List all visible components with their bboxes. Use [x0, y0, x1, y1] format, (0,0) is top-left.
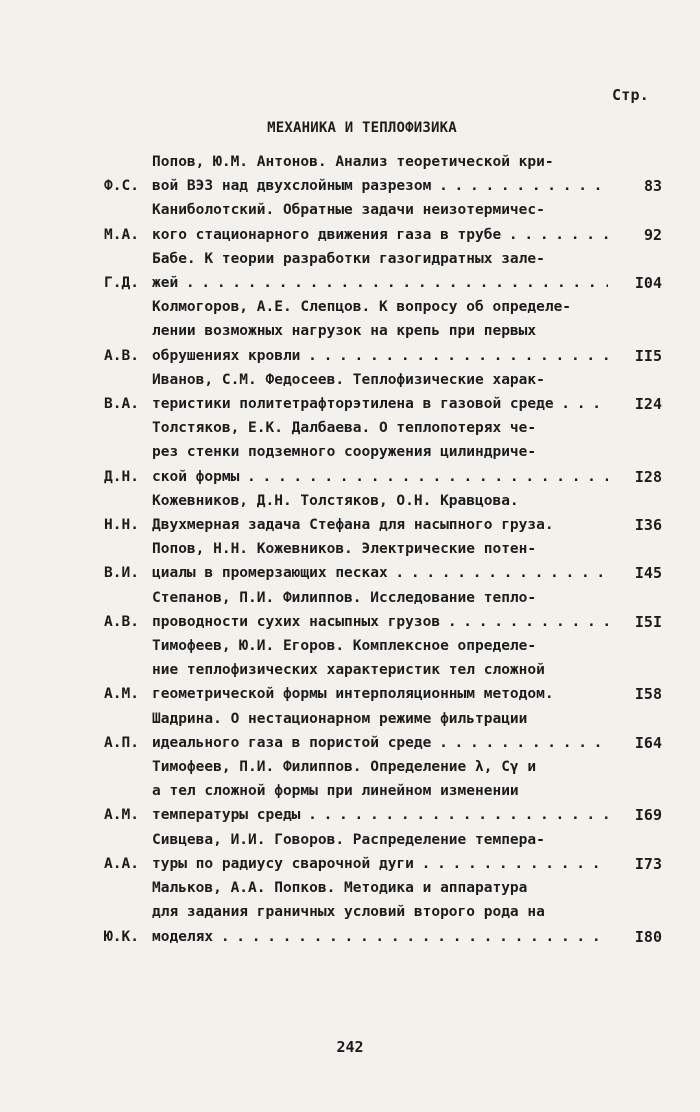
toc-entry-author-initials: А.М. — [104, 807, 139, 824]
toc-entry-text — [152, 876, 608, 949]
toc-entry-page: I04 — [634, 274, 662, 293]
toc-entry — [104, 634, 664, 707]
toc-entry-line: Мальков, А.А. Попков. Методика и аппаратура — [152, 880, 528, 897]
toc-entry-page: I36 — [634, 516, 662, 535]
toc-entry-page: I28 — [634, 467, 662, 486]
toc-entry — [104, 755, 664, 828]
toc-entry-author-initials: Д.Н. — [104, 468, 139, 485]
toc-entry-line: Тимофеев, П.И. Филиппов. Определение λ, Cγ и — [152, 759, 537, 776]
table-of-contents — [104, 150, 664, 949]
toc-entry-author-initials: А.В. — [104, 613, 139, 630]
toc-entry-line: туры по радиусу сварочной дуги . . . — [152, 852, 608, 876]
toc-entry-text — [152, 150, 608, 198]
toc-entry-line: Сивцева, И.И. Говоров. Распределение темпера- — [152, 831, 545, 848]
toc-entry-line: проводности сухих насыпных грузов . . . — [152, 610, 608, 634]
toc-entry — [104, 537, 664, 585]
toc-entry — [104, 295, 664, 368]
section-title: МЕХАНИКА И ТЕПЛОФИЗИКА — [267, 120, 457, 136]
toc-entry-author-initials: Г.Д. — [104, 275, 139, 292]
page-column-header: Стр. — [612, 86, 649, 104]
toc-entry-line: обрушениях кровли . . . — [152, 344, 608, 368]
toc-entry-line: Двухмерная задача Стефана для насыпного груза. — [152, 517, 554, 534]
toc-entry-page: 92 — [643, 225, 662, 244]
toc-entry-page: I45 — [634, 564, 662, 583]
toc-entry-page: I64 — [634, 733, 662, 752]
toc-entry-page: 83 — [643, 177, 662, 196]
toc-entry-line: для задания граничных условий второго рода на — [152, 904, 545, 921]
toc-entry-text — [152, 586, 608, 634]
toc-entry — [104, 707, 664, 755]
toc-entry — [104, 876, 664, 949]
toc-entry-line: геометрической формы интерполяционным методом. — [152, 686, 554, 703]
toc-entry-line: Бабе. К теории разработки газогидратных зале- — [152, 250, 545, 267]
toc-entry-author-initials: Н.Н. — [104, 517, 139, 534]
toc-entry-author-initials: А.М. — [104, 686, 139, 703]
toc-entry-author-initials: Ф.С. — [104, 178, 139, 195]
toc-entry-author-initials: В.И. — [104, 565, 139, 582]
toc-entry-line: Иванов, С.М. Федосеев. Теплофизические харак- — [152, 371, 545, 388]
toc-entry-author-initials: М.А. — [104, 226, 139, 243]
toc-entry-line: Каниболотский. Обратные задачи неизотермичес- — [152, 202, 545, 219]
toc-entry-line: ской формы . . . — [152, 465, 608, 489]
toc-entry-line: Степанов, П.И. Филиппов. Исследование тепло- — [152, 589, 537, 606]
toc-entry-line: Шадрина. О нестационарном режиме фильтрации — [152, 710, 528, 727]
toc-entry-line: Тимофеев, Ю.И. Егоров. Комплексное определе- — [152, 638, 537, 655]
toc-entry-line: Кожевников, Д.Н. Толстяков, О.Н. Кравцова. — [152, 492, 519, 509]
toc-entry-author-initials: Ю.К. — [104, 928, 139, 945]
toc-entry-text — [152, 247, 608, 295]
toc-entry-text — [152, 368, 608, 416]
toc-entry-line: идеального газа в пористой среде . . . — [152, 731, 608, 755]
toc-entry-page: I5I — [634, 612, 662, 631]
toc-entry-page: I80 — [634, 927, 662, 946]
toc-entry-author-initials: А.В. — [104, 347, 139, 364]
toc-entry-text — [152, 634, 608, 707]
toc-entry-line: Попов, Ю.М. Антонов. Анализ теоретической кри- — [152, 154, 554, 170]
toc-entry — [104, 586, 664, 634]
toc-entry — [104, 828, 664, 876]
toc-entry-page: II5 — [634, 346, 662, 365]
toc-entry — [104, 198, 664, 246]
toc-entry-text — [152, 489, 608, 537]
toc-entry-line: рез стенки подземного сооружения цилиндриче- — [152, 444, 537, 461]
toc-entry — [104, 489, 664, 537]
toc-entry-line: моделях . . . — [152, 925, 608, 949]
toc-entry-text — [152, 707, 608, 755]
toc-entry-text — [152, 416, 608, 489]
toc-entry-text — [152, 828, 608, 876]
toc-entry-page: I73 — [634, 854, 662, 873]
toc-entry — [104, 416, 664, 489]
toc-entry-line: кого стационарного движения газа в трубе . . . — [152, 223, 608, 247]
toc-entry-line: теристики политетрафторэтилена в газовой среде . . . — [152, 392, 608, 416]
toc-entry-author-initials: В.А. — [104, 396, 139, 413]
toc-entry-line: Толстяков, Е.К. Далбаева. О теплопотерях че- — [152, 420, 537, 437]
toc-entry — [104, 247, 664, 295]
toc-entry-author-initials: А.А. — [104, 855, 139, 872]
toc-entry — [104, 368, 664, 416]
toc-entry-line: циалы в промерзающих песках . . . — [152, 561, 608, 585]
toc-entry-line: температуры среды . . . — [152, 803, 608, 827]
toc-entry-text — [152, 755, 608, 828]
toc-entry-text — [152, 295, 608, 368]
toc-entry-page: I69 — [634, 806, 662, 825]
toc-entry-line: вой ВЭЗ над двухслойным разрезом . . . — [152, 174, 608, 198]
toc-entry-line: a тел сложной формы при линейном изменении — [152, 783, 519, 800]
toc-entry-page: I58 — [634, 685, 662, 704]
toc-entry-line: ние теплофизических характеристик тел сложной — [152, 662, 545, 679]
toc-entry-author-initials: А.П. — [104, 734, 139, 751]
toc-entry-page: I24 — [634, 395, 662, 414]
toc-entry-text — [152, 537, 608, 585]
toc-entry-line: лении возможных нагрузок на крепь при первых — [152, 323, 537, 340]
toc-entry-line: Колмогоров, А.Е. Слепцов. К вопросу об определе- — [152, 299, 572, 316]
toc-entry-text — [152, 198, 608, 246]
page-number: 242 — [336, 1038, 364, 1056]
toc-entry — [104, 150, 664, 198]
toc-entry-line: Попов, Н.Н. Кожевников. Электрические потен- — [152, 541, 537, 558]
toc-entry-line: жей . . . — [152, 271, 608, 295]
